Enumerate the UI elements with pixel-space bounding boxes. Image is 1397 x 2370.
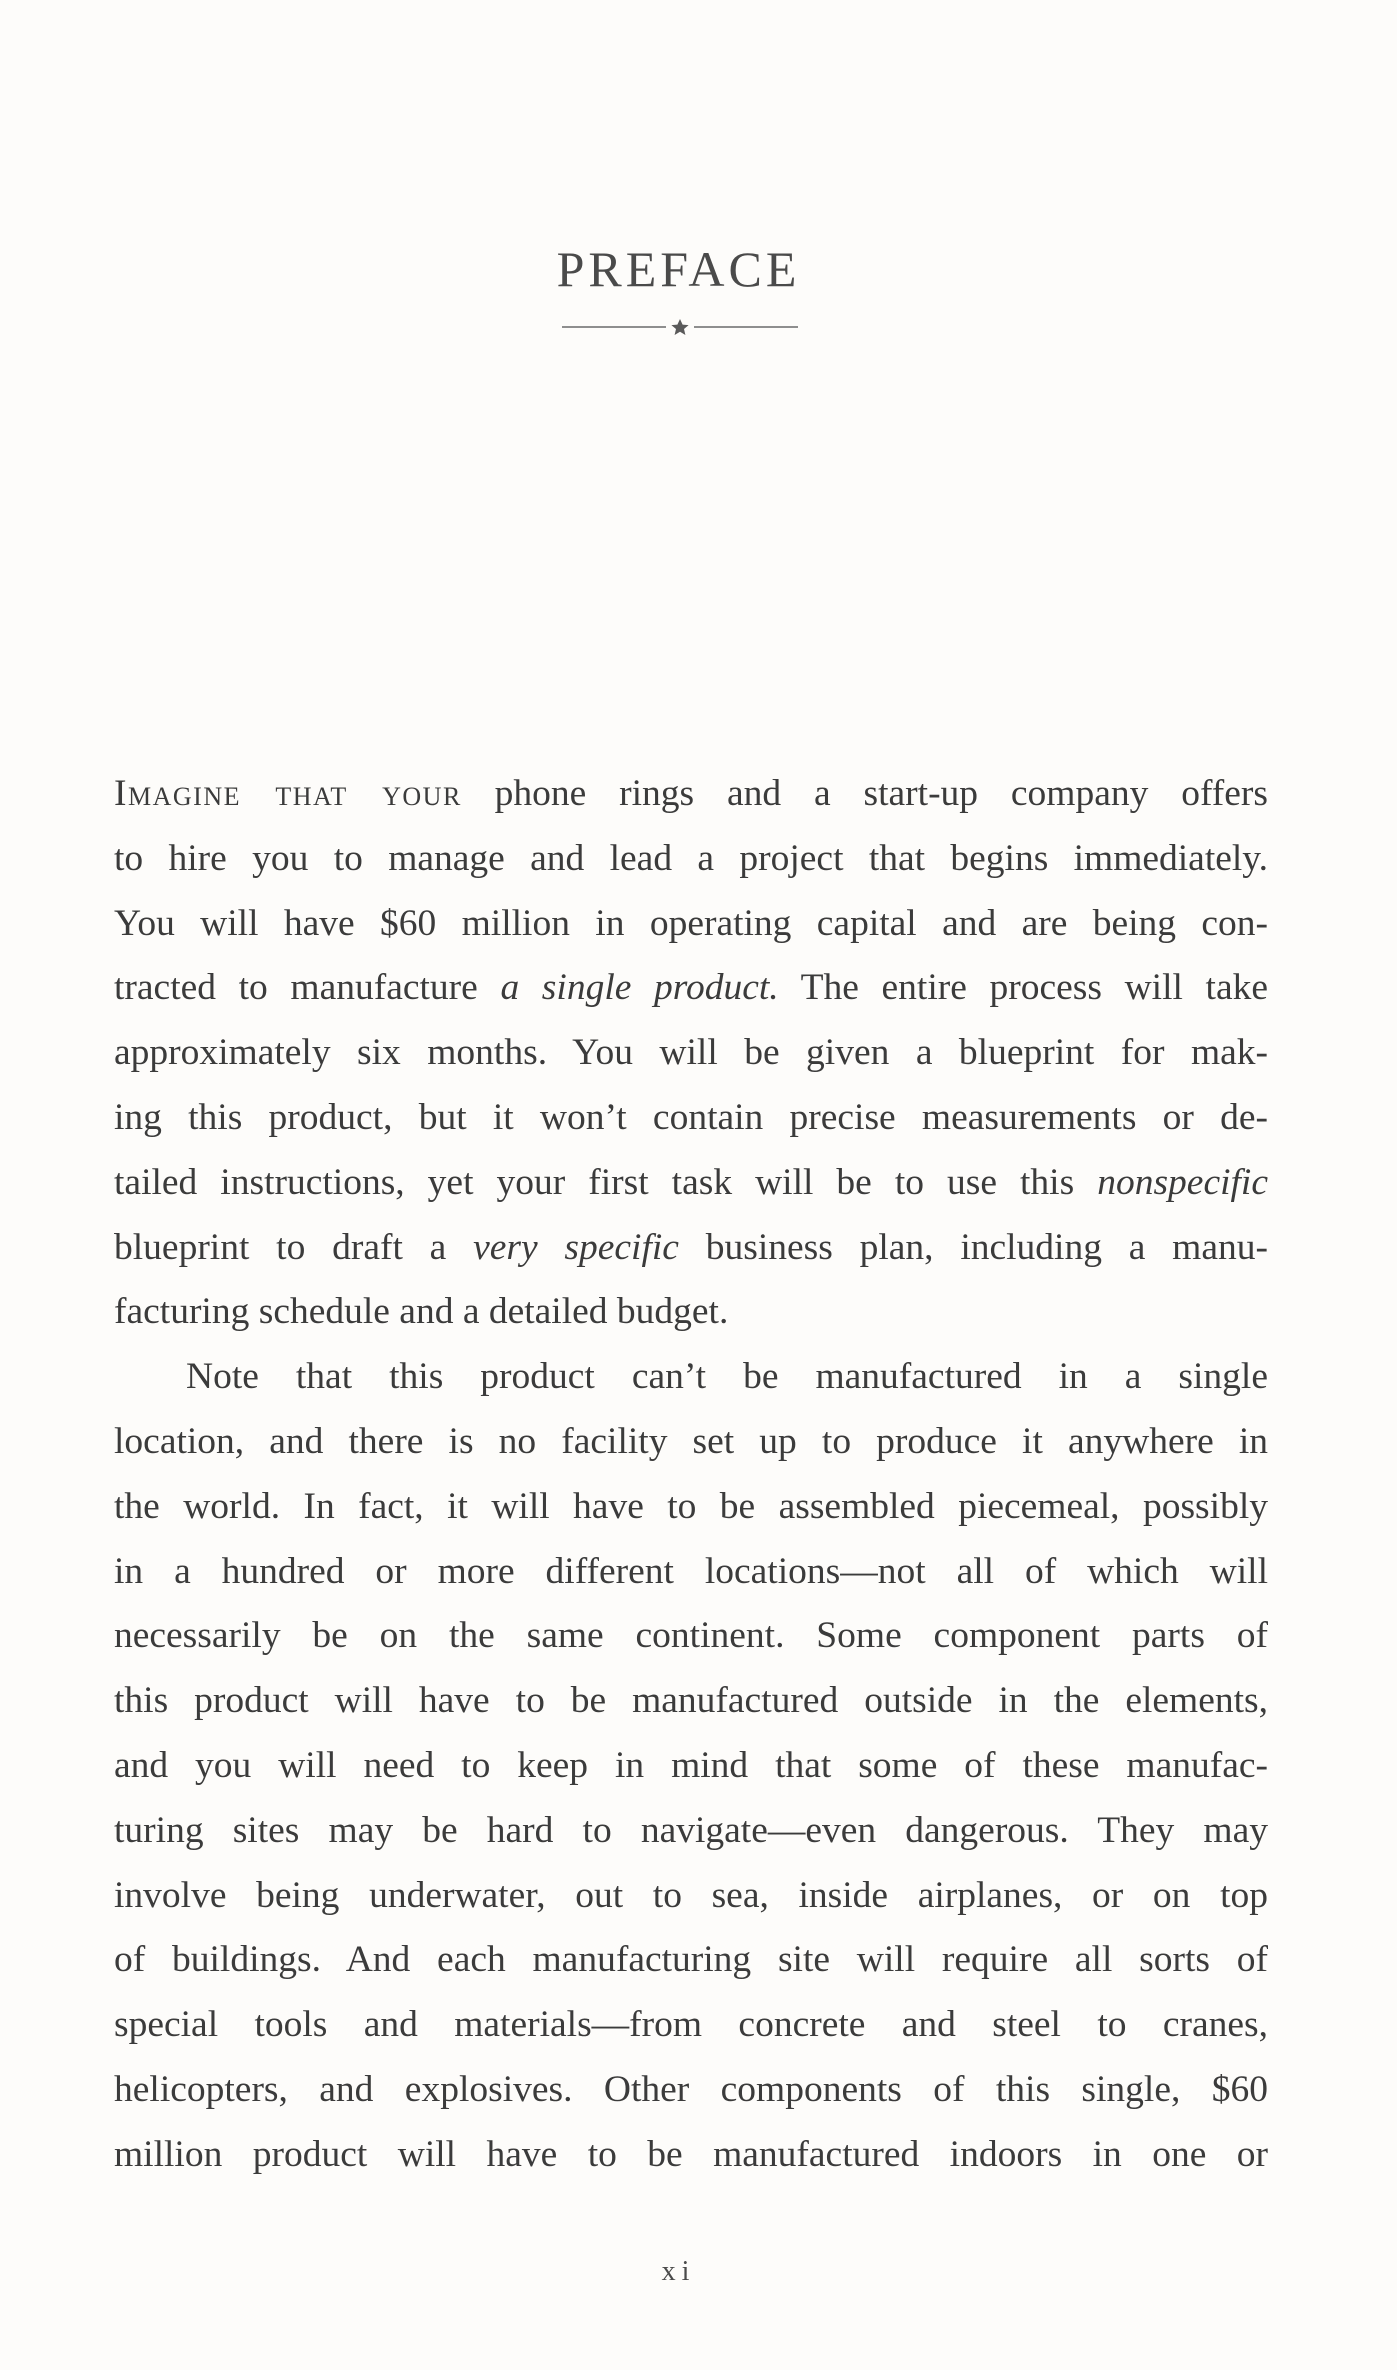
paragraph-2 bbox=[114, 1345, 1268, 2187]
paragraph-1 bbox=[114, 762, 1268, 1345]
star-rule-ornament bbox=[562, 318, 798, 336]
italic-emphasis: very specific bbox=[473, 1226, 679, 1268]
text-line: Imagine that your phone rings and a start-up company offers bbox=[114, 773, 1268, 814]
italic-emphasis: nonspecific bbox=[1097, 1161, 1268, 1203]
text-line: in a hundred or more different locations—not all of which will bbox=[114, 1550, 1268, 1592]
text-line: and you will need to keep in mind that some of these manufac- bbox=[114, 1744, 1268, 1786]
text-line: tracted to manufacture a single product. The entire process will take bbox=[114, 967, 1269, 1009]
text-line: special tools and materials—from concrete and steel to cranes, bbox=[114, 2004, 1268, 2046]
text-line: approximately six months. You will be given a blueprint for mak- bbox=[114, 1032, 1268, 1074]
text-line: necessarily be on the same continent. Some component parts of bbox=[114, 1615, 1268, 1657]
chapter-title: PREFACE bbox=[556, 241, 801, 297]
text-line: turing sites may be hard to navigate—even dangerous. They may bbox=[114, 1809, 1268, 1851]
text-line: of buildings. And each manufacturing site will require all sorts of bbox=[114, 1939, 1268, 1981]
text-line: location, and there is no facility set up to produce it anywhere in bbox=[114, 1420, 1268, 1462]
page-number: xi bbox=[661, 2256, 696, 2287]
text-line: involve being underwater, out to sea, inside airplanes, or on top bbox=[114, 1874, 1268, 1916]
text-line: this product will have to be manufactured outside in the elements, bbox=[114, 1680, 1268, 1722]
text-line: helicopters, and explosives. Other components of this single, $60 bbox=[114, 2068, 1268, 2110]
italic-emphasis: a single product. bbox=[500, 967, 779, 1009]
text-line: Note that this product can’t be manufactured in a single bbox=[186, 1356, 1268, 1398]
text-line: tailed instructions, yet your first task will be to use this nonspecific bbox=[114, 1161, 1268, 1203]
text-line: ing this product, but it won’t contain precise measurements or de- bbox=[114, 1096, 1268, 1138]
text-line: to hire you to manage and lead a project that begins immediately. bbox=[114, 837, 1268, 879]
text-line: the world. In fact, it will have to be assembled piecemeal, possibly bbox=[114, 1485, 1268, 1527]
text-line: blueprint to draft a very specific business plan, including a manu- bbox=[114, 1226, 1268, 1268]
body-text bbox=[114, 762, 1268, 2188]
text-line: facturing schedule and a detailed budget. bbox=[114, 1291, 729, 1333]
text-line: You will have $60 million in operating capital and are being con- bbox=[114, 902, 1268, 944]
small-caps-lead: Imagine that your bbox=[114, 773, 462, 814]
text-line: million product will have to be manufactured indoors in one or bbox=[114, 2133, 1268, 2175]
